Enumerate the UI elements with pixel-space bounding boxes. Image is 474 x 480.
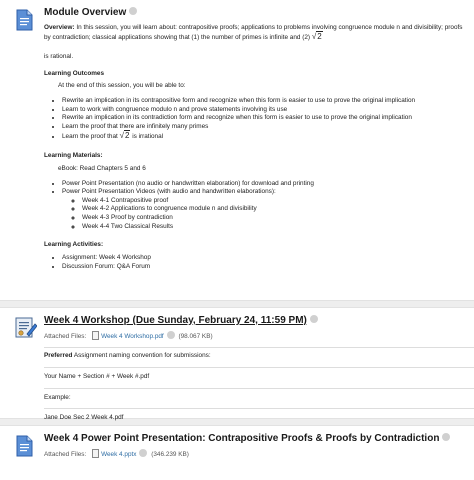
workshop-title-link[interactable]	[44, 314, 466, 328]
document-icon	[16, 435, 33, 457]
divider	[44, 367, 474, 368]
list-item: ◦ Week 4-4 Two Classical Results	[82, 223, 466, 232]
attached-files-row	[44, 332, 466, 342]
list-item: ◦ Week 4-3 Proof by contradiction	[82, 214, 466, 223]
preferred-bold: Preferred	[44, 352, 73, 360]
attached-files-label: Attached Files:	[44, 450, 87, 458]
outcomes-heading: Learning Outcomes	[44, 69, 105, 77]
naming-convention: Your Name + Section # + Week #.pdf	[44, 372, 150, 380]
workshop-file-link[interactable]: Week 4 Workshop.pdf	[101, 332, 164, 340]
example-label: Example:	[44, 393, 71, 401]
list-item: • Rewrite an implication in its contradiction form and recognize when this form is easier to use to prove the original implication	[62, 114, 466, 123]
ebook-text: eBook: Read Chapters 5 and 6	[58, 164, 146, 172]
file-options-icon[interactable]	[139, 449, 147, 457]
outcome-last-suffix: is irrational	[132, 133, 164, 141]
document-icon	[16, 9, 33, 31]
outcome-last-prefix: Learn the proof that	[62, 133, 118, 141]
sqrt-value: 2	[124, 131, 130, 141]
outcomes-intro: At the end of this session, you will be able to:	[58, 82, 186, 90]
file-size: (98.067 KB)	[178, 332, 213, 340]
weeks-list	[62, 197, 466, 232]
activities-list	[44, 254, 466, 271]
preferred-rest: Assignment naming convention for submissions:	[72, 352, 211, 360]
ppt-title-text: Week 4 Power Point Presentation: Contrapositive Proofs & Proofs by Contradiction	[44, 433, 440, 444]
sqrt-expression: √2	[119, 131, 130, 141]
workshop-item	[0, 308, 474, 422]
materials-videos-label: Power Point Presentation Videos (with audio and handwritten elaborations):	[62, 188, 276, 196]
overview-text: In this session, you will learn about: contrapositive proofs; applications to problems involving congruence module n and divisibility; proofs by contradiction; classical applications showing that (1) the number of primes is infinite and (2)	[44, 23, 463, 42]
list-item: • Learn the proof that there are infinitely many primes	[62, 123, 466, 132]
ppt-file-link[interactable]: Week 4.pptx	[101, 450, 137, 458]
sqrt-expression: √2	[311, 32, 322, 42]
divider	[44, 388, 474, 389]
sqrt-value: 2	[317, 32, 322, 42]
materials-list	[44, 180, 466, 232]
file-options-icon[interactable]	[167, 331, 175, 339]
list-item: • Learn to work with congruence modulo n and prove statements involving its use	[62, 106, 466, 115]
list-item: • Discussion Forum: Q&A Forum	[62, 263, 466, 272]
list-item	[62, 188, 466, 231]
list-item	[62, 131, 466, 142]
options-menu-icon[interactable]	[129, 7, 137, 15]
options-menu-icon[interactable]	[442, 433, 450, 441]
divider	[44, 408, 474, 409]
outcomes-list	[44, 97, 466, 142]
overview-label: Overview:	[44, 23, 75, 31]
file-size: (346.239 KB)	[151, 450, 189, 458]
workshop-title: Week 4 Workshop (Due Sunday, February 24, 11:59 PM)	[44, 315, 307, 326]
materials-heading: Learning Materials:	[44, 152, 103, 160]
page-title	[44, 6, 466, 20]
preferred-text	[44, 352, 466, 361]
item-separator	[0, 300, 474, 308]
rational-text: is rational.	[44, 52, 74, 60]
list-item: ◦ Week 4-2 Applications to congruence module n and divisibility	[82, 205, 466, 214]
ppt-item	[0, 426, 474, 480]
attached-files-label: Attached Files:	[44, 332, 87, 340]
file-icon	[92, 331, 99, 340]
module-title: Module Overview	[44, 7, 127, 18]
ppt-title	[44, 432, 466, 446]
example-value: Jane Doe Sec 2 Week 4.pdf	[44, 414, 124, 422]
file-icon	[92, 449, 99, 458]
attached-files-row	[44, 450, 466, 460]
list-item: • Assignment: Week 4 Workshop	[62, 254, 466, 263]
list-item: • Power Point Presentation (no audio or handwritten elaboration) for download and printing	[62, 180, 466, 189]
assignment-icon	[15, 316, 37, 338]
activities-heading: Learning Activities:	[44, 241, 104, 249]
options-menu-icon[interactable]	[310, 315, 318, 323]
list-item: • Rewrite an implication in its contrapositive form and recognize when this form is easier to use to prove the original implication	[62, 97, 466, 106]
divider	[44, 347, 474, 348]
overview-paragraph	[44, 24, 466, 43]
list-item: ◦ Week 4-1 Contrapositive proof	[82, 197, 466, 206]
